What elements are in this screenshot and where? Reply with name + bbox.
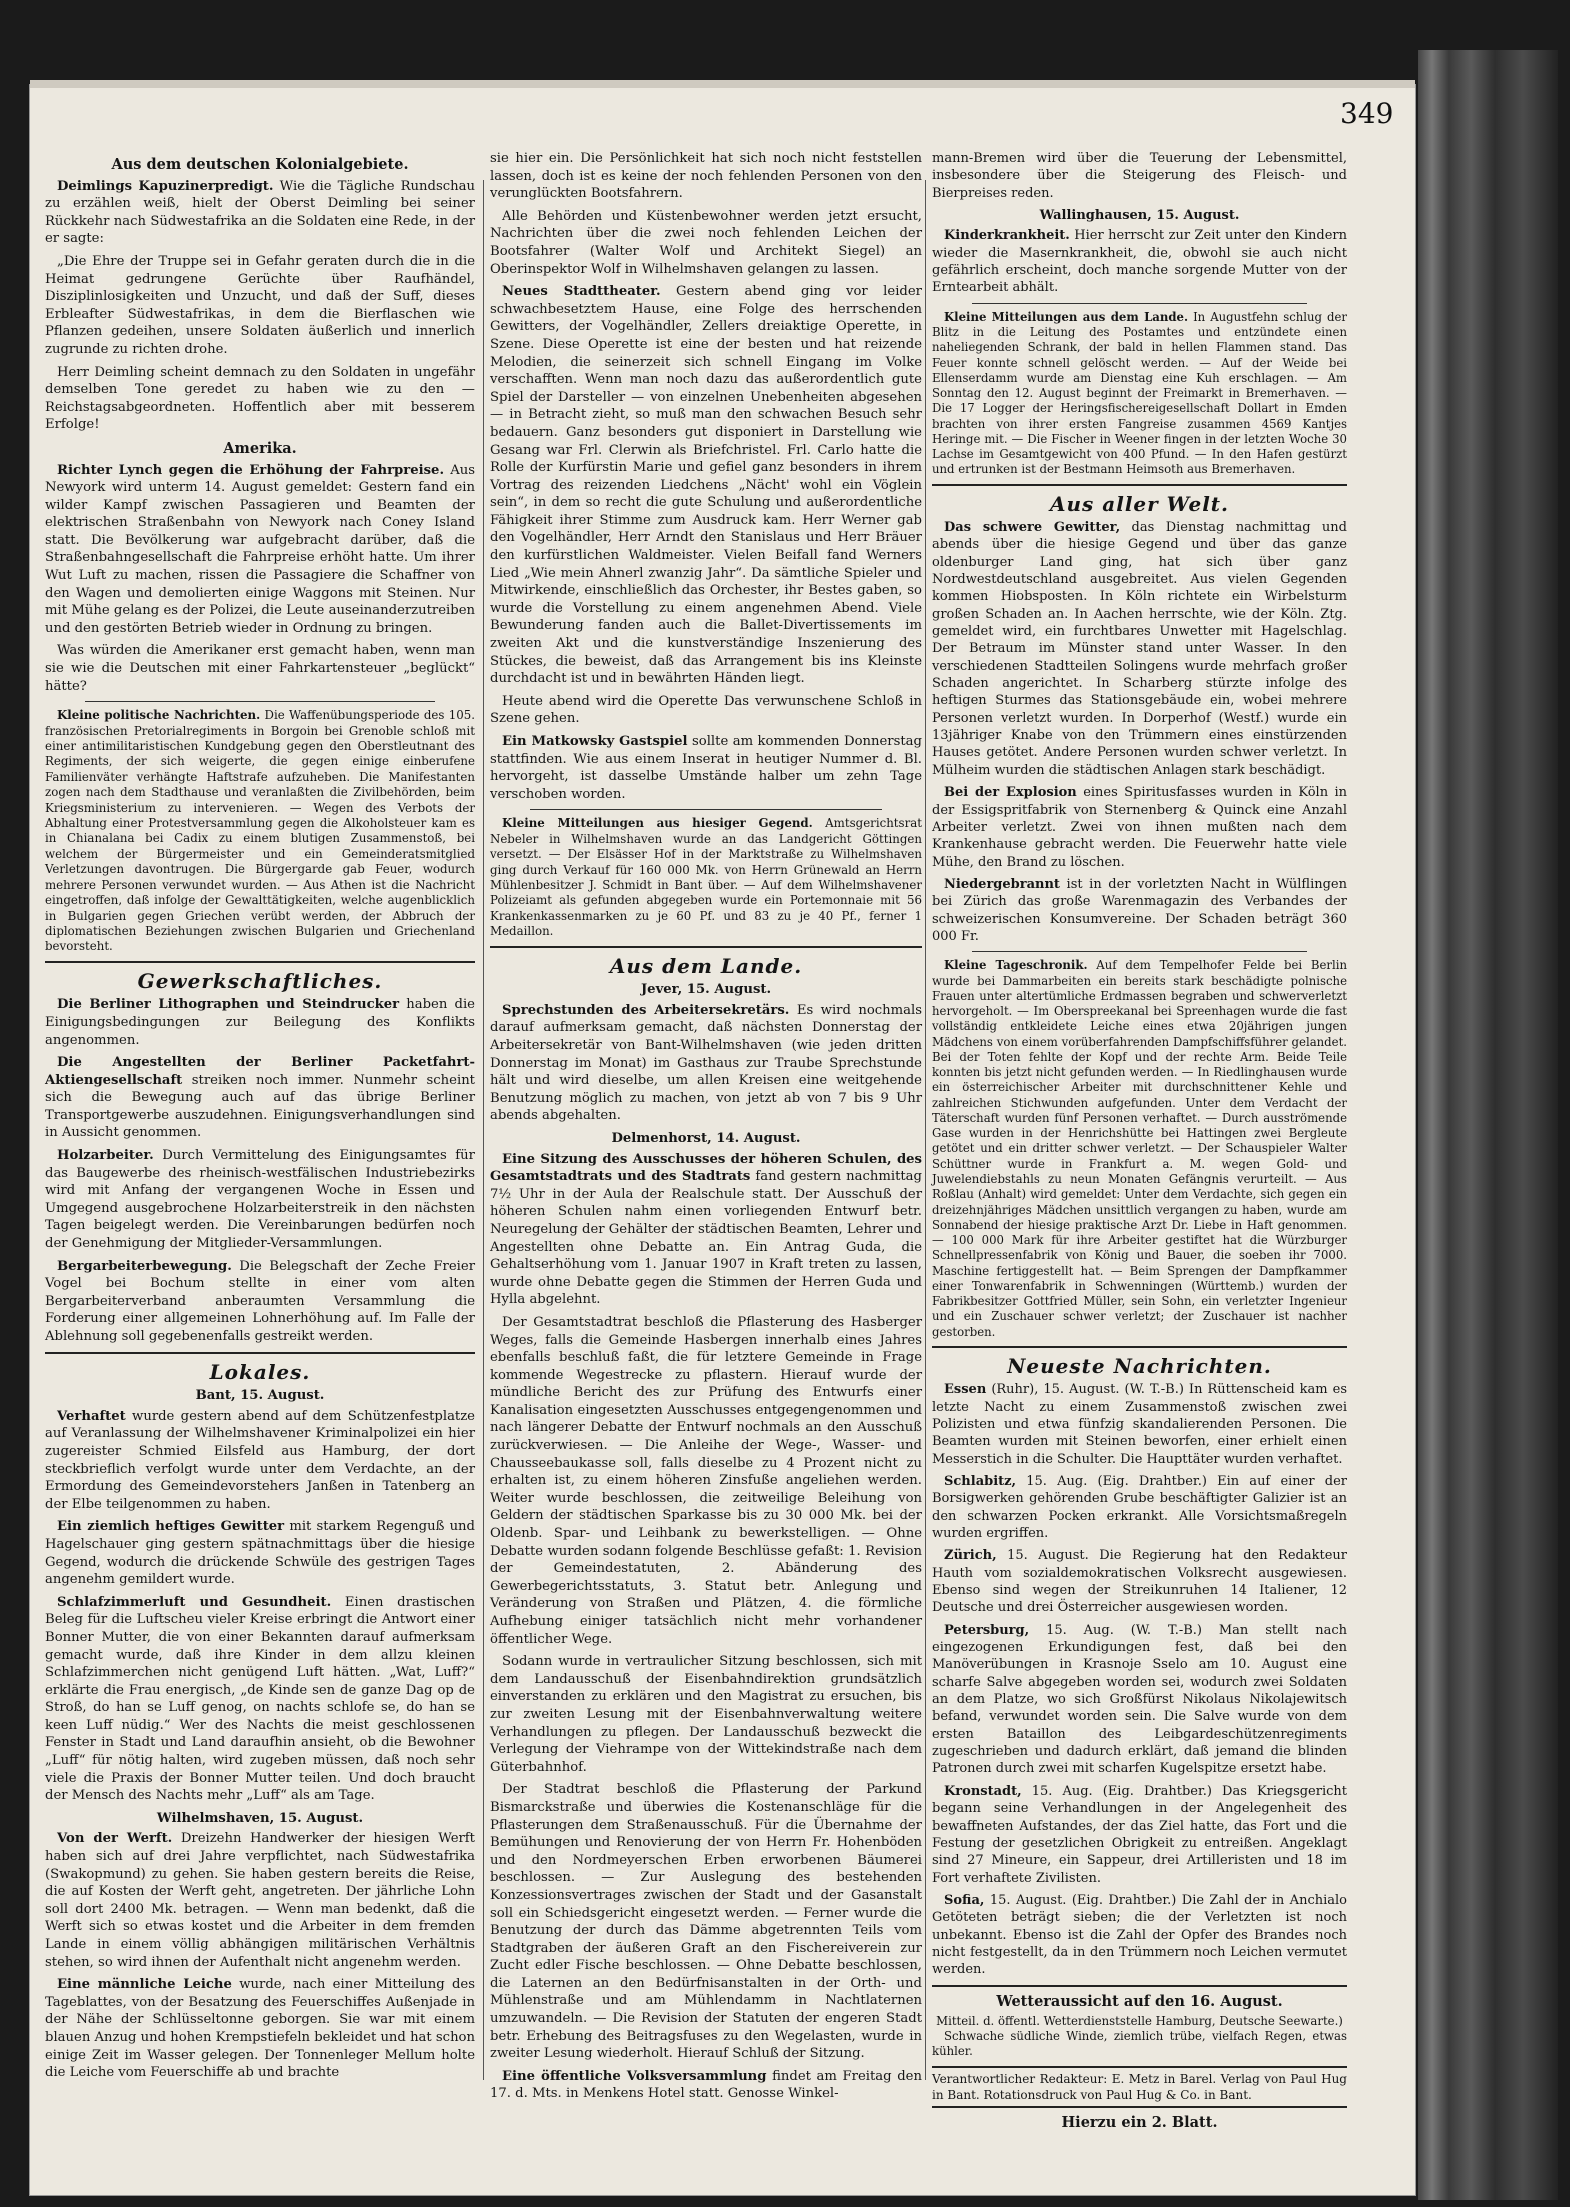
article-keyword: Das schwere Gewitter, [944,520,1121,536]
article-keyword: Von der Werft. [57,1831,173,1847]
article-keyword: Kleine Tageschronik. [944,958,1088,973]
article-keyword: Sofia, [944,1892,985,1908]
article-text: streiken noch immer. Nunmehr scheint sich die Bewegung auch auf das übrige Berliner Transportgewerbe auszudehnen. Einigungsverhandlungen sind in Aussicht genommen. [45,1072,475,1141]
column-rule [925,180,926,2080]
article-text: fand gestern nachmittag 7½ Uhr in der Aula der Realschule statt. Der Ausschuß der höheren Schulen nahm einen vorliegenden Entwurf betr. Neuregelung der Gehälter der städtischen Beamten, Lehrer und Angestellten ohne Debatte an. Ein Antrag Guda, die Gehaltserhöhung vom 1. Januar 1907 in Kraft treten zu lassen, wurde ohne Debatte gegen die Stimmen der Herren Guda und Hylla abgelehnt. [490,1169,922,1308]
article-paragraph [932,227,1347,296]
article-paragraph [45,1408,475,1514]
divider [932,484,1347,486]
article-text: Gestern abend ging vor leider schwachbesetztem Hause, eine Folge des herrschenden Gewitters, der Vogelhändler, Zellers dreiaktige Operette, in Szene. Diese Operette ist eine der besten und hat reizende Melodien, die seinerzeit sich schnell Eingang im Volke verschafften. Wenn man noch dazu das außerordentlich gute Spiel der Darsteller — von einzelnen Unebenheiten abgesehen — in Betracht zieht, so muß man den schwachen Besuch sehr bedauern. Ganz besonders gut disponiert in Darstellung wie Gesang war Frl. Clerwin als Briefchristel. Frl. Carlo hatte die Rolle der Kurfürstin Marie und gefiel ganz besonders in ihrem Vortrag des reizenden Liedchens „Nächt' wohl ein Vöglein sein“, in dem so recht die gute Schulung und außerordentliche Fähigkeit ihrer Stimme zum Ausdruck kam. Herr Werner gab den Vogelhändler, Herr Arndt den Stanislaus und Herr Bräuer den kurfürstlichen Waldmeister. Vielen Beifall fand Werners Lied „Wie mein Ahnerl zwanzig Jahr“. Da sämtliche Spieler und Mitwirkende, einschließlich das Orchester, ihr Bestes gaben, so wurde die Vorstellung zu einem angenehmen Abend. Viele Bewunderung fanden auch die Ballet-Divertissements im zweiten Akt und die kunstverständige Inszenierung des Stückes, die beweist, daß das Arrangement bis ins Kleinste durchdacht ist und in bewährten Händen liegt. [490,284,922,687]
article-keyword: Ein Matkowsky Gastspiel [502,734,688,749]
article-keyword: Verhaftet [57,1408,126,1424]
divider [490,946,922,948]
article-paragraph [932,1622,1347,1778]
article-paragraph [45,178,475,248]
section-heading-welt: Aus aller Welt. [1049,491,1229,516]
article-text: Die Belegschaft der Zeche Freier Vogel bei Bochum stellte in einer vom alten Bergarbeiterverband anberaumten Versammlung die Forderung einer allgemeinen Lohnerhöhung auf. Im Falle der Ablehnung soll gegebenenfalls gestreikt werden. [45,1258,475,1344]
article-text: 15. Aug. (Eig. Drahtber.) Das Kriegsgericht begann seine Verhandlungen in der Angelegenheit des bewaffneten Aufstandes, der das Ziel hatte, das Fort und die Festung der gesetzlichen Obrigkeit zu entreißen. Angeklagt sind 27 Mineure, ein Sappeur, drei Artilleristen und 18 im Fort verhaftete Zivilisten. [932,1783,1347,1886]
column-1 [45,150,475,2087]
article-paragraph: „Die Ehre der Truppe sei in Gefahr geraten durch die in die Heimat gedrungene Gerüchte über Raufhändel, Disziplinlosigkeiten und Unzucht, und daß der Suff, dieses Erbleafter Südwestafrikas, in dem die Bierflaschen wie Pflanzen gedeihen, unsere Soldaten äußerlich und innerlich zugrunde zu richten drohe. [45,253,475,357]
article-keyword: Bei der Explosion [944,785,1077,801]
article-keyword: Richter Lynch gegen die Erhöhung der Fahrpreise. [57,462,445,478]
article-paragraph [45,708,475,955]
book-binding [1418,50,1558,2200]
article-paragraph: sie hier ein. Die Persönlichkeit hat sich noch nicht feststellen lassen, doch ist es keine der noch fehlenden Personen von den verunglückten Bootsfahrern. [490,151,922,202]
article-keyword: Kleine Mitteilungen aus hiesiger Gegend. [502,816,813,831]
article-paragraph [490,283,922,688]
article-keyword: Kleine Mitteilungen aus dem Lande. [944,309,1189,324]
article-text: Durch Vermittelung des Einigungsamtes für das Baugewerbe des rheinisch-westfälischen Industriebezirks wird mit Anfang der vergangenen Woche in Essen und Umgegend ausgebrochene Holzarbeiterstreik in den nächsten Tagen beigelegt werden. Die Vereinbarungen bedürfen noch der Genehmigung der Mitglieder-Versammlungen. [45,1148,475,1252]
article-text: Einen drastischen Beleg für die Luftscheu vieler Kreise erbringt die Antwort einer Bonner Mutter, die von einer Bekannten darauf aufmerksam gemacht wurde, daß ihre Kinder in dem allzu kleinen Schlafzimmerchen nicht genügend Luft hätten. „Wat, Luff?“ erklärte die Frau energisch, „de Kinde sen de ganze Dag op de Stroß, do han se Luff genog, on nachts schlofe se, do han se keen Luff nüdig.“ Wer des Nachts die meist geschlossenen Fenster in Stadt und Land daraufhin ansieht, ob die Bewohner „Luff“ für nötig halten, wird zugeben müssen, daß noch sehr viele die Praxis der Bonner Mutter teilen. Und doch braucht der Mensch des Nachts mehr „Luff“ als am Tage. [45,1594,476,1804]
article-keyword: Zürich, [944,1548,997,1564]
article-paragraph [932,876,1347,945]
article-paragraph: Der Stadtrat beschloß die Pflasterung der Parkund Bismarckstraße und überwies die Kostenanschläge für die Pflasterungen dem Straßenausschuß. Für die Übernahme der Bemühungen und Renovierung der von Herrn Fr. Hohenböden und den Nordmeyerschen Erben erworbenen Bäumerei beschlossen. — Zur Auslegung des bestehenden Konzessionsvertrages zwischen der Stadt und der Gasanstalt soll ein Schiedsgericht eingesetzt werden. — Ferner wurde die Benutzung der durch das Dämme abgetrennten Teils vom Stadtgraben der äußeren Graft an den Fischereiverein zur Zucht edler Fische beschlossen. — Ohne Debatte beschlossen, die Laternen an den Bedürfnisanstalten in der Orth- und Mühlenstraße und am Mühlendamm in Nachtlaternen umzuwandeln. — Die Revision der Statuten der engeren Stadt betr. Erhebung des Beitragsfuses zu den Wegelasten, wurde in zweiter Lesung wiederholt. Hierauf Schluß der Sitzung. [490,1782,922,2062]
article-keyword: Ein ziemlich heftiges Gewitter [57,1519,285,1535]
article-text: Es wird nochmals darauf aufmerksam gemacht, daß nächsten Donnerstag der Arbeitersekretär von Bant-Wilhelmshaven (wie jeden dritten Donnerstag im Monat) im Gasthaus zur Traube Sprechstunde hält und wird dieselbe, um allen Kreisen eine weitgehende Benutzung möglich zu machen, von jetzt ab von 7 bis 9 Uhr abends abgehalten. [490,1002,923,1124]
article-text: ist in der vorletzten Nacht in Wülflingen bei Zürich das große Warenmagazin des Verbandes der schweizerischen Konsumvereine. Der Schaden beträgt 360 000 Fr. [932,876,1347,944]
article-text: Dreizehn Handwerker der hiesigen Werft haben sich auf drei Jahre verpflichtet, nach Südwestafrika (Swakopmund) zu gehen. Sie haben gestern bereits die Reise, die auf Kosten der Werft geht, angetreten. Der jährliche Lohn soll dort 2400 Mk. betragen. — Wenn man bedenkt, daß die Werft sich so etwas kostet und die Arbeiter in dem fremden Lande in einem völlig abhängigen militärischen Verhältnis stehen, so wird ihnen der Aufenthalt nicht angenehm werden. [45,1831,475,1970]
article-paragraph [932,310,1347,478]
article-keyword: Die Angestellten der Berliner Packetfahrt-Aktiengesellschaft [45,1055,475,1088]
article-text: 15. Aug. (Eig. Drahtber.) Ein auf einer der Borsigwerken gehörenden Grube beschäftigter Galizier ist an den schwarzen Pocken erkrankt. Alle Vorsichtsmaßregeln wurden ergriffen. [932,1473,1347,1541]
article-paragraph [45,1518,475,1588]
article-text: wurde, nach einer Mitteilung des Tageblattes, von der Besatzung des Feuerschiffes Außenjade in der Nähe der Schlüsseltonne geborgen. Sie war mit einem blauen Anzug und hohen Krempstiefeln bekleidet und hat schon einige Zeit im Wasser gelegen. Der Tonnenleger Mellum holte die Leiche vom Feuerschiffe ab und brachte [45,1977,475,2081]
divider [530,809,882,810]
section-heading-kolonial: Aus dem deutschen Kolonialgebiete. [111,156,409,173]
article-keyword: Eine männliche Leiche [57,1977,232,1993]
article-paragraph [932,1892,1347,1979]
section-heading-lokales: Lokales. [209,1359,311,1384]
article-keyword: Kleine politische Nachrichten. [57,708,261,723]
divider [972,951,1307,952]
article-text: 15. August. Die Regierung hat den Redakteur Hauth vom sozialdemokratischen Volksrecht ausgewiesen. Ebenso sind wegen der Streikunruhen 14 Italiener, 12 Deutsche und drei Österreicher ausgewiesen worden. [932,1548,1347,1616]
article-keyword: Bergarbeiterbewegung. [57,1258,232,1274]
article-text: Amtsgerichtsrat Nebeler in Wilhelmshaven wurde an das Landgericht Göttingen versetzt. — Der Elsässer Hof in der Marktstraße zu Wilhelmshaven ging durch Verkauf für 160 000 Mk. von Herrn Grünewald an Herrn Mühlenbesitzer J. Schmidt in Bant über. — Auf dem Wilhelmshavener Polizeiamt als gefunden abgegeben wurde ein Portemonnaie mit 56 Krankenkassenmarken zu je 60 Pf. und 83 zu je 40 Pf., ferner 1 Medaillon. [490,816,922,939]
column-2 [490,150,922,2108]
article-paragraph [932,519,1347,779]
article-paragraph: Herr Deimling scheint demnach zu den Soldaten in ungefähr demselben Tone geredet zu haben wie zu den — Reichstagsabgeordneten. Hoffentlich aber mit besserem Erfolge! [45,364,475,433]
article-keyword: Eine Sitzung des Ausschusses der höheren Schulen, des Gesamtstadtrats und des Stadtrats [490,1151,922,1185]
dateline: Wilhelmshaven, 15. August. [156,1810,364,1826]
article-keyword: Petersburg, [944,1622,1030,1638]
dateline: Jever, 15. August. [640,982,772,998]
section-heading-amerika: Amerika. [223,439,297,457]
article-paragraph [932,784,1347,871]
article-paragraph [932,1473,1347,1542]
article-paragraph [932,1783,1347,1887]
article-text: Auf dem Tempelhofer Felde bei Berlin wurde bei Dammarbeiten ein bereits stark beschädigte polnische Frauen unter altertümliche Erdmassen begraben und schwerverletzt hervorgeholt. — Im Oberspreekanal bei Spreenhagen wurde die fast vollständig entkleidete Leiche eines etwa 20jährigen jungen Mädchens von einem vorüberfahrenden Dampfschiffsführer gelandet. Bei der Toten fehlte der Kopf und der rechte Arm. Beide Teile konnten bis jetzt nicht gefunden werden. — In Riedlinghausen wurde ein österreichischer Arbeiter mit durchschnittener Kehle und zahlreichen Stichwunden aufgefunden. Unter dem Verdacht der Täterschaft wurden fünf Personen verhaftet. — Durch ausströmende Gase wurden in der Henrichshütte bei Hattingen zwei Bergleute getötet und ein dritter schwer verletzt. — Der Schauspieler Walter Schüttner wurde in Frankfurt a. M. wegen Gold- und Juwelendiebstahls zu neun Monaten Gefängnis verurteilt. — Aus Roßlau (Anhalt) wird gemeldet: Unter dem Verdachte, sich gegen ein dreizehnjähriges Mädchen unsittlich vergangen zu haben, wurde am Sonnabend der hiesige praktische Arzt Dr. Liebe in Haft genommen. — 100 000 Mark für ihre Arbeiter gestiftet hat die Würzburger Schnellpressenfabrik von König und Bauer, die soeben ihr 7000. Maschine fertiggestellt hat. — Beim Sprengen der Dampfkammer einer Tonwarenfabrik in Schwenningen (Württemb.) wurden der Fabrikbesitzer Gottfried Müller, sein Sohn, ein verletzter Ingenieur und ein Zuschauer schwer verletzt; der Zuschauer ist nachher gestorben. [932,958,1347,1339]
dateline: Delmenhorst, 14. August. [611,1130,801,1146]
article-paragraph [932,1381,1347,1468]
supplement-note: Hierzu ein 2. Blatt. [1061,2113,1218,2131]
article-text: haben die Einigungsbedingungen zur Beilegung des Konflikts angenommen. [45,997,475,1048]
article-paragraph [45,1594,475,1805]
dateline: Wallinghausen, 15. August. [1039,208,1240,224]
divider [972,303,1307,304]
weather-source: Mitteil. d. öffentl. Wetterdienststelle Hamburg, Deutsche Seewarte.) [936,2013,1343,2028]
divider [85,701,435,702]
article-paragraph: Sodann wurde in vertraulicher Sitzung beschlossen, sich mit dem Landausschuß der Eisenbahndirektion grundsätzlich einverstanden zu erklären und den Magistrat zu ersuchen, bis zur zweiten Lesung mit der Eisenbahnverwaltung weitere Verhandlungen zu pflegen. Der Landausschuß bezweckt die Verlegung der Viehrampe von der Wittekindstraße nach dem Güterbahnhof. [490,1654,922,1775]
article-keyword: Kinderkrankheit. [944,228,1070,244]
article-text: findet am Freitag den 17. d. Mts. in Menkens Hotel statt. Genosse Winkel- [490,2068,922,2102]
article-text: (Ruhr), 15. August. (W. T.-B.) In Rüttenscheid kam es letzte Nacht zu einem Zusammenstoß zwischen zwei Polizisten und etwa fünfzig skandalierenden Personen. Die Beamten wurden mit Steinen beworfen, einer erhielt einen Messerstich in die Schulter. Die Haupttäter wurden verhaftet. [932,1382,1347,1467]
article-paragraph [45,1258,475,1346]
weather-forecast: Schwache südliche Winde, ziemlich trübe, vielfach Regen, etwas kühler. [932,2029,1347,2059]
article-keyword: Schlabitz, [944,1473,1017,1489]
article-keyword: Neues Stadttheater. [502,284,661,300]
article-paragraph [490,1002,922,1125]
article-text: Die Waffenübungsperiode des 105. französischen Pretorialregiments in Borgoin bei Grenoble schloß mit einer antimilitaristischen Kundgebung gegen den Oberstleutnant des Regiments, der sich weigerte, die gegen einige einberufene Familienväter verhängte Haftstrafe aufzuheben. Die Manifestanten zogen nach dem Stadthause und veranlaßten die Zivilbehörden, beim Kriegsministerium zu intervenieren. — Wegen des Verbots der Abhaltung einer Protestversammlung gegen die Alkoholsteuer kam es in Chianalana bei Cadix zu einem blutigen Zusammenstoß, bei welchem der Bürgermeister und ein Gemeinderatsmitglied Verletzungen davontrugen. Die Bürgergarde gab Feuer, wodurch mehrere Personen verwundet wurden. — Aus Athen ist die Nachricht eingetroffen, daß infolge der Gewalttätigkeiten, welche augenblicklich in Bulgarien gegen Griechen verübt werden, der Abbruch der diplomatischen Beziehungen zwischen Bulgarien und Griechenland bevorsteht. [45,708,475,954]
article-paragraph [45,1054,475,1142]
article-paragraph [45,1147,475,1253]
article-paragraph: Was würden die Amerikaner erst gemacht haben, wenn man sie wie die Deutschen mit einer Fahrkartensteuer „beglückt“ hätte? [45,643,475,694]
section-heading-gewerkschaft: Gewerkschaftliches. [137,968,383,993]
weather-heading: Wetteraussicht auf den 16. August. [996,1992,1283,2010]
article-paragraph: Der Gesamtstadtrat beschloß die Pflasterung des Hasberger Weges, falls die Gemeinde Hasbergen innerhalb eines Jahres ebenfalls beschluß faßt, die für letztere Gemeinde in Frage kommende Wegestrecke zu pflastern. Hierauf wurde der mündliche Bericht des zur Prüfung des Entwurfs einer Kanalisation eingesetzten Ausschusses entgegengenommen und nach längerer Debatte der Entwurf nochmals an den Ausschuß zurückverwiesen. — Die Anleihe der Wege-, Wasser- und Chausseebaukasse soll, falls dieselbe zu 4 Prozent nicht zu erhalten ist, zu einem höheren Zinsfuße angeliehen werden. Weiter wurde beschlossen, die zeitweilige Beleihung von Geldern der städtischen Sparkasse bis zu 30 000 Mk. bei der Oldenb. Spar- und Leihbank zu bewerkstelligen. — Ohne Debatte wurden sodann folgende Beschlüsse gefaßt: 1. Revision der Gemeindestatuten, 2. Abänderung des Gewerbegerichtsstatuts, 3. Statut betr. Anlegung und Veränderung von Straßen und Plätzen, 4. die förmliche Aufhebung einiger tatsächlich nicht mehr vorhandener öffentlicher Wege. [490,1314,922,1647]
page-top-edge [30,80,1415,88]
article-paragraph [490,733,922,803]
article-paragraph [932,1547,1347,1616]
divider [932,1346,1347,1348]
article-text: 15. Aug. (W. T.-B.) Man stellt nach eingezogenen Erkundigungen fest, daß bei den Manöverübungen in Krasnoje Sselo am 10. August eine scharfe Salve abgegeben worden sei, wodurch zwei Soldaten an dem Platze, wo sich Großfürst Nikolaus Nikolajewitsch befand, verwundet worden sein. Die Salve wurde von dem ersten Bataillon des Leibgardeschützenregiments zugeschrieben und dadurch erklärt, daß jemand die blinden Patronen durch zwei mit scharfen Kugelspitze ersetzt habe. [932,1622,1348,1777]
article-paragraph [490,1151,922,1309]
article-text: Hier herrscht zur Zeit unter den Kindern wieder die Masernkrankheit, die, obwohl sie auch nicht gefährlich erscheint, doch manche sorgende Mutter von der Erntearbeit abhält. [932,228,1347,296]
article-keyword: Eine öffentliche Volksversammlung [502,2068,767,2084]
article-keyword: Kronstadt, [944,1783,1022,1799]
article-paragraph [490,816,922,939]
article-paragraph: mann-Bremen wird über die Teuerung der Lebensmittel, insbesondere über die Steigerung des Fleisch- und Bierpreises reden. [932,151,1347,201]
impressum: Verantwortlicher Redakteur: E. Metz in Barel. Verlag von Paul Hug in Bant. Rotationsdruck von Paul Hug & Co. in Bant. [932,2066,1347,2108]
article-paragraph [45,1830,475,1971]
article-text: wurde gestern abend auf dem Schützenfestplatze auf Veranlassung der Wilhelmshavener Kriminalpolizei ein hier zugereister Schmied Eilsfeld aus Hamburg, der dort steckbrieflich verfolgt wurde unter dem Verdachte, an der Ermordung des Gemeindevorstehers Janßen in Tatenberg an der Elbe teilgenommen zu haben. [45,1408,475,1512]
page-number: 349 [1340,97,1394,130]
article-paragraph [45,996,475,1049]
article-keyword: Essen [944,1382,987,1398]
article-text: mit starkem Regenguß und Hagelschauer ging gestern spätnachmittags über die hiesige Gegend, wodurch die drückende Schwüle des gestrigen Tages angenehm gemildert wurde. [45,1519,475,1588]
article-keyword: Deimlings Kapuzinerpredigt. [57,178,274,194]
article-text: Wie die Tägliche Rundschau zu erzählen weiß, hielt der Oberst Deimling bei seiner Rückkehr nach Südwestafrika an die Soldaten eine Rede, in der er sagte: [45,178,475,247]
article-paragraph [45,1976,475,2082]
article-keyword: Schlafzimmerluft und Gesundheit. [57,1594,332,1610]
article-paragraph [45,462,475,638]
column-3 [932,150,1347,2135]
article-text: In Augustfehn schlug der Blitz in die Leitung des Postamtes und entzündete einen naheliegenden Schrank, der bald in hellen Flammen stand. Das Feuer konnte schnell gelöscht werden. — Auf der Weide bei Ellenserdamm wurde am Dienstag eine Kuh erschlagen. — Am Sonntag den 12. August beginnt der Freimarkt in Bremerhaven. — Die 17 Logger der Heringsfischereigesellschaft Dollart in Emden brachten von ihrer ersten Fangreise zusammen 4569 Kantjes Heringe mit. — Die Fischer in Weener fingen in der letzten Woche 30 Lachse im Gesamtgewicht von 400 Pfund. — In den Hafen gestürzt und ertrunken ist der Bestmann Heimsoth aus Bremerhaven. [932,309,1348,477]
dateline: Bant, 15. August. [195,1388,325,1404]
divider [45,961,475,963]
article-keyword: Die Berliner Lithographen und Steindrucker [57,997,400,1013]
divider [932,1985,1347,1987]
article-text: 15. August. (Eig. Drahtber.) Die Zahl der in Anchialo Getöteten beträgt sieben; die der Verletzten ist noch unbekannt. Ebenso ist die Zahl der Opfer des Brandes noch nicht festgestellt, da in den Trümmern noch Leichen vermutet werden. [932,1892,1347,1978]
article-paragraph [490,2068,922,2103]
section-heading-lande: Aus dem Lande. [609,953,803,978]
article-paragraph: Alle Behörden und Küstenbewohner werden jetzt ersucht, Nachrichten über die zwei noch fehlenden Leichen der Bootsfahrer (Walter Wolf und Architekt Siegel) an Oberinspektor Wolf in Wilhelmshaven gelangen zu lassen. [490,208,922,277]
article-keyword: Sprechstunden des Arbeitersekretärs. [502,1002,790,1018]
article-paragraph: Heute abend wird die Operette Das verwunschene Schloß in Szene gehen. [490,693,922,727]
section-heading-neueste: Neueste Nachrichten. [1007,1353,1272,1378]
divider [45,1352,475,1354]
article-text: Aus Newyork wird unterm 14. August gemeldet: Gestern fand ein wilder Kampf zwischen Passagieren und Beamten der elektrischen Straßenbahn von Newyork nach Coney Island statt. Die Bevölkerung war aufgebracht darüber, daß die Straßenbahngesellschaft die Fahrpreise erhöht hatte. Um ihrer Wut Luft zu machen, rissen die Passagiere die Schaffner von den Wagen und demolierten einige Waggons mit Steinen. Nur mit Mühe gelang es der Polizei, die Leute auseinanderzutreiben und den gestörten Betrieb wieder in Ordnung zu bringen. [45,462,475,636]
article-keyword: Holzarbeiter. [57,1148,154,1164]
column-rule [483,180,484,2080]
article-text: das Dienstag nachmittag und abends über die hiesige Gegend und über das ganze oldenburger Land ging, hat sich über ganz Nordwestdeutschland ausgebreitet. Aus vielen Gegenden kommen Hiobsposten. In Köln richtete ein Wirbelsturm großen Schaden an. In Aachen herrschte, wie der Köln. Ztg. gemeldet wird, ein furchtbares Unwetter mit Hagelschlag. Der Betraum im Münster stand unter Wasser. In den verschiedenen Stadtteilen Solingens wurde mehrfach großer Schaden angerichtet. In Scharberg stürzte infolge des heftigen Sturmes das Stationsgebäude ein, wobei mehrere Personen verletzt wurden. In Dorperhof (Westf.) wurde ein 13jähriger Knabe von den Trümmern eines einstürzenden Hauses getötet. Andere Personen wurden schwer verletzt. In Mülheim wurden die städtischen Anlagen stark beschädigt. [932,520,1347,778]
article-keyword: Niedergebrannt [944,876,1060,892]
article-text: sollte am kommenden Donnerstag stattfinden. Wie aus einem Inserat in heutiger Nummer d. Bl. hervorgeht, ist dasselbe Umstände halber um zehn Tage verschoben worden. [490,734,922,802]
article-paragraph [932,958,1347,1340]
article-text: eines Spiritusfasses wurden in Köln in der Essigspritfabrik von Sternenberg & Quinck eine Anzahl Arbeiter verletzt. Zwei von ihnen mußten nach dem Krankenhause gebracht werden. Die Feuerwehr hatte viele Mühe, den Brand zu löschen. [932,785,1348,870]
